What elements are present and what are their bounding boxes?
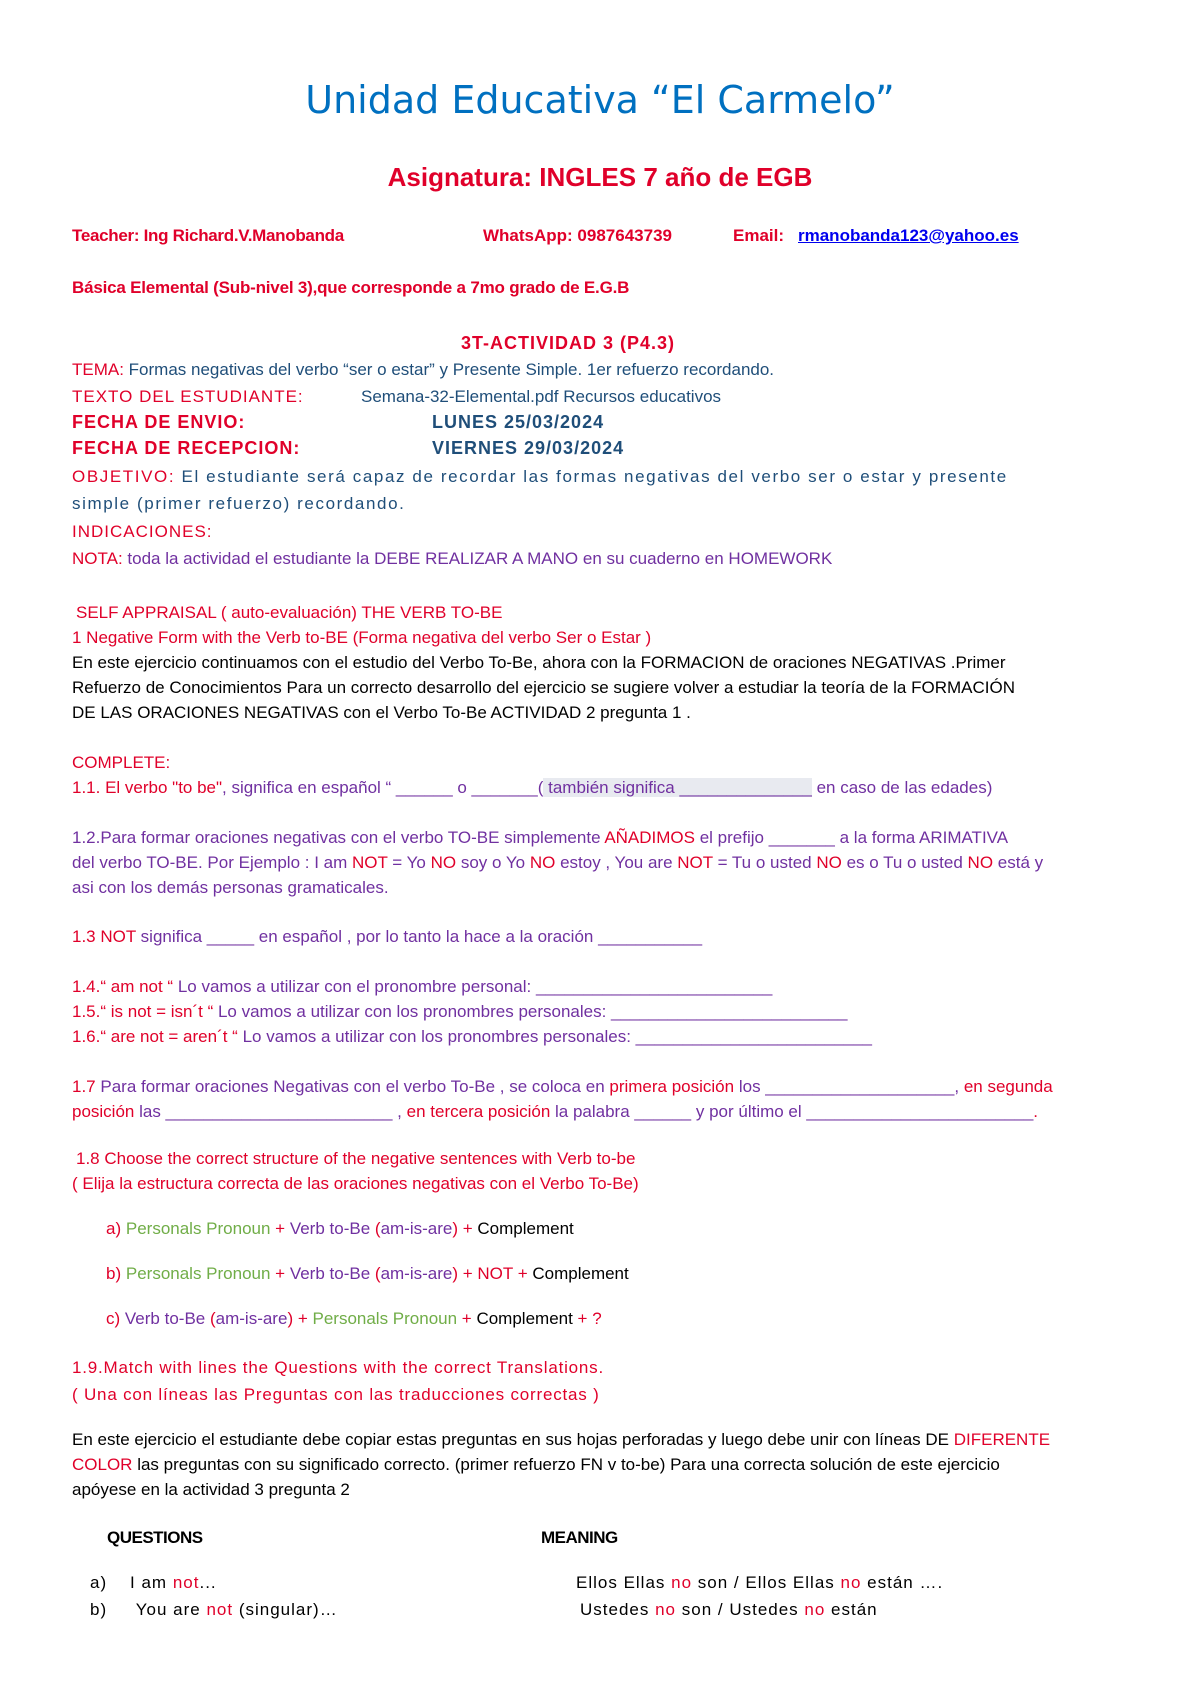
option-letter: a) [106, 1219, 122, 1238]
recepcion-date: VIERNES 29/03/2024 [432, 438, 625, 458]
question-1-6 [72, 1027, 872, 1047]
tema-text: Formas negativas del verbo “ser o estar” y Presente Simple. 1er refuerzo recordando. [123, 360, 775, 379]
match-meaning-a [576, 1573, 943, 1593]
q12-text-a: 1.2.Para formar oraciones negativas con el verbo TO-BE simplemente [72, 828, 605, 847]
option-complement: Complement [476, 1309, 573, 1328]
q11-lead: 1.1. El verbo "to be" [72, 778, 223, 797]
q12-anadimos: AÑADIMOS [604, 828, 695, 847]
option-paren-open: ( [209, 1309, 216, 1328]
option-paren-close: ) [452, 1264, 459, 1283]
q17-lead: 1.7 [72, 1077, 96, 1096]
email-link[interactable]: rmanobanda123@yahoo.es [798, 226, 1019, 245]
q11-shaded: también significa ______________ [543, 778, 812, 797]
email-label: Email: [733, 226, 785, 245]
texto-label: TEXTO DEL ESTUDIANTE: [72, 387, 304, 406]
level-line: Básica Elemental (Sub-nivel 3),que corresponde a 7mo grado de E.G.B [72, 278, 630, 297]
question-not: not [172, 1573, 200, 1592]
question-text: You are [135, 1600, 207, 1619]
question-not: not [206, 1600, 234, 1619]
row-letter: b) [90, 1600, 108, 1619]
meaning-no: no [655, 1600, 677, 1619]
meaning-text: están [825, 1600, 878, 1619]
q13-lead: 1.3 NOT [72, 927, 136, 946]
option-verb: Verb to-Be [289, 1219, 375, 1238]
q15-lead: 1.5.“ is not = isn´t “ [72, 1002, 214, 1021]
school-title: Unidad Educativa “El Carmelo” [305, 78, 895, 122]
option-forms: am-is-are [215, 1309, 288, 1328]
q12-not-1: NOT [352, 853, 388, 872]
question-1-7-line-1 [72, 1077, 1053, 1097]
texto-value: Semana-32-Elemental.pdf Recursos educativos [361, 387, 722, 406]
q11-body: , significa en español “ ______ o _______( [222, 778, 544, 797]
option-plus: + [270, 1264, 290, 1283]
question-1-3 [72, 927, 702, 947]
option-verb: Verb to-Be [289, 1264, 375, 1283]
option-forms: am-is-are [380, 1264, 453, 1283]
q19-p1-text: En este ejercicio el estudiante debe copiar estas preguntas en sus hojas perforadas y luego debe unir con líneas DE [72, 1430, 954, 1449]
q12-not-2: NOT [677, 853, 713, 872]
q12-text-j: estoy , You are [555, 853, 678, 872]
questions-column-header: QUESTIONS [107, 1528, 203, 1547]
question-1-7-line-2 [72, 1102, 1038, 1122]
option-forms: am-is-are [380, 1219, 453, 1238]
option-b [106, 1264, 629, 1284]
q12-no-2: NO [529, 853, 556, 872]
question-1-8-subtitle: ( Elija la estructura correcta de las oraciones negativas con el Verbo To-Be) [72, 1174, 639, 1193]
option-plus: + [512, 1264, 533, 1283]
option-complement: Complement [532, 1264, 629, 1283]
self-appraisal-title: SELF APPRAISAL ( auto-evaluación) THE VERB TO-BE [76, 603, 503, 622]
option-tail: + ? [572, 1309, 602, 1328]
indicaciones-label: INDICACIONES: [72, 522, 213, 541]
option-pronoun: Personals Pronoun [312, 1309, 458, 1328]
q17-tercera: en tercera posición [406, 1102, 551, 1121]
q12-text-p: está y [993, 853, 1044, 872]
nota-text: toda la actividad el estudiante la DEBE REALIZAR A MANO en su cuaderno en HOMEWORK [122, 549, 833, 568]
question-tail: ... [199, 1573, 217, 1592]
q12-text-n: es o Tu o usted [841, 853, 968, 872]
option-plus: + [457, 1309, 477, 1328]
option-pronoun: Personals Pronoun [125, 1219, 271, 1238]
q14-lead: 1.4.“ am not “ [72, 977, 174, 996]
q12-text-h: soy o Yo [456, 853, 530, 872]
meaning-text: Ellos Ellas [576, 1573, 672, 1592]
option-paren-open: ( [374, 1219, 381, 1238]
match-question-b [90, 1600, 338, 1620]
teacher-name: Teacher: Ing Richard.V.Manobanda [72, 226, 344, 245]
question-1-9-title: 1.9.Match with lines the Questions with the correct Translations. [72, 1358, 605, 1377]
option-paren-open: ( [374, 1264, 381, 1283]
q17-posicion: posición [72, 1102, 135, 1121]
meaning-no: no [840, 1573, 862, 1592]
q19-instructions-line-1 [72, 1430, 1050, 1450]
meaning-text: son / Ustedes [676, 1600, 805, 1619]
activity-code: 3T-ACTIVIDAD 3 (P4.3) [461, 333, 676, 353]
question-1-9-subtitle: ( Una con líneas las Preguntas con las traducciones correctas ) [72, 1385, 600, 1404]
option-plus: + [270, 1219, 290, 1238]
q16-body: Lo vamos a utilizar con los pronombres personales: _________________________ [237, 1027, 873, 1046]
nota-line [72, 549, 832, 569]
question-1-2-line-1 [72, 828, 1008, 848]
q11-tail: en caso de las edades) [811, 778, 993, 797]
q12-no-1: NO [430, 853, 457, 872]
q12-no-3: NO [816, 853, 842, 872]
objetivo-line-1 [72, 467, 1008, 487]
option-verb: Verb to-Be [124, 1309, 210, 1328]
complete-label: COMPLETE: [72, 753, 171, 772]
q19-diferente: DIFERENTE [953, 1430, 1051, 1449]
q19-instructions-line-3: apóyese en la actividad 3 pregunta 2 [72, 1480, 350, 1499]
question-1-2-line-2 [72, 853, 1043, 873]
q12-text-f: = Yo [387, 853, 431, 872]
option-plus: + [458, 1219, 478, 1238]
nota-label: NOTA: [72, 549, 123, 568]
q17-text-g: las ________________________ , [134, 1102, 407, 1121]
question-1-2-line-3: asi con los demás personas gramaticales. [72, 878, 389, 897]
question-text: I am [130, 1573, 173, 1592]
q17-text-i: la palabra ______ y por último el ________________________ [550, 1102, 1034, 1121]
question-1-4 [72, 977, 772, 997]
tema-label: TEMA: [72, 360, 124, 379]
envio-date: LUNES 25/03/2024 [432, 412, 605, 432]
question-1-1 [72, 778, 992, 798]
option-not: NOT [477, 1264, 513, 1283]
q17-text-d: los ____________________, [734, 1077, 964, 1096]
q19-color: COLOR [72, 1455, 133, 1474]
q17-primera: primera posición [609, 1077, 735, 1096]
meaning-no: no [804, 1600, 826, 1619]
option-plus: + [293, 1309, 313, 1328]
option-letter: b) [106, 1264, 122, 1283]
option-a [106, 1219, 574, 1239]
question-tail: (singular)… [233, 1600, 338, 1619]
option-paren-close: ) [452, 1219, 459, 1238]
option-pronoun: Personals Pronoun [125, 1264, 271, 1283]
q19-instructions-line-2 [72, 1455, 1000, 1475]
question-1-title: 1 Negative Form with the Verb to-BE (Forma negativa del verbo Ser o Estar ) [72, 628, 652, 647]
recepcion-label: FECHA DE RECEPCION: [72, 438, 301, 458]
whatsapp-number: WhatsApp: 0987643739 [483, 226, 672, 245]
match-question-a [90, 1573, 217, 1593]
intro-paragraph-line-2: Refuerzo de Conocimientos Para un correcto desarrollo del ejercicio se sugiere volver a estudiar la teoría de la FORMACIÓN [72, 678, 1015, 697]
tema-line [72, 360, 774, 380]
envio-label: FECHA DE ENVIO: [72, 412, 246, 432]
option-plus: + [458, 1264, 478, 1283]
row-letter: a) [90, 1573, 108, 1592]
meaning-text: son / Ellos Ellas [692, 1573, 841, 1592]
option-c [106, 1309, 602, 1329]
q12-text-l: = Tu o usted [712, 853, 817, 872]
option-paren-close: ) [287, 1309, 294, 1328]
q17-segunda: en segunda [963, 1077, 1053, 1096]
meaning-column-header: MEANING [541, 1528, 618, 1547]
q12-text-c: el prefijo _______ a la forma ARIMATIVA [695, 828, 1009, 847]
question-1-8-title: 1.8 Choose the correct structure of the negative sentences with Verb to-be [76, 1149, 636, 1168]
objetivo-text-2: simple (primer refuerzo) recordando. [72, 494, 406, 513]
subject-heading: Asignatura: INGLES 7 año de EGB [387, 162, 813, 192]
option-complement: Complement [477, 1219, 574, 1238]
meaning-text: están …. [861, 1573, 944, 1592]
question-1-5 [72, 1002, 847, 1022]
meaning-no: no [671, 1573, 693, 1592]
intro-paragraph-line-3: DE LAS ORACIONES NEGATIVAS con el Verbo To-Be ACTIVIDAD 2 pregunta 1 . [72, 703, 691, 722]
q17-period: . [1033, 1102, 1039, 1121]
q17-text-b: Para formar oraciones Negativas con el verbo To-Be , se coloca en [95, 1077, 610, 1096]
q16-lead: 1.6.“ are not = aren´t “ [72, 1027, 238, 1046]
intro-paragraph-line-1: En este ejercicio continuamos con el estudio del Verbo To-Be, ahora con la FORMACION de oraciones NEGATIVAS .Primer [72, 653, 1006, 672]
q12-text-d: del verbo TO-BE. Por Ejemplo : I am [72, 853, 352, 872]
match-meaning-b [580, 1600, 878, 1620]
q14-body: Lo vamos a utilizar con el pronombre personal: _________________________ [173, 977, 773, 996]
q19-p2-text: las preguntas con su significado correcto. (primer refuerzo FN v to-be) Para una correcta solución de este ejercicio [132, 1455, 1000, 1474]
option-letter: c) [106, 1309, 121, 1328]
objetivo-label: OBJETIVO: [72, 467, 176, 486]
q13-body: significa _____ en español , por lo tanto la hace a la oración ___________ [135, 927, 703, 946]
q12-no-4: NO [967, 853, 994, 872]
q15-body: Lo vamos a utilizar con los pronombres personales: _________________________ [213, 1002, 848, 1021]
meaning-text: Ustedes [580, 1600, 656, 1619]
objetivo-text-1: El estudiante será capaz de recordar las formas negativas del verbo ser o estar y presente [175, 467, 1008, 486]
